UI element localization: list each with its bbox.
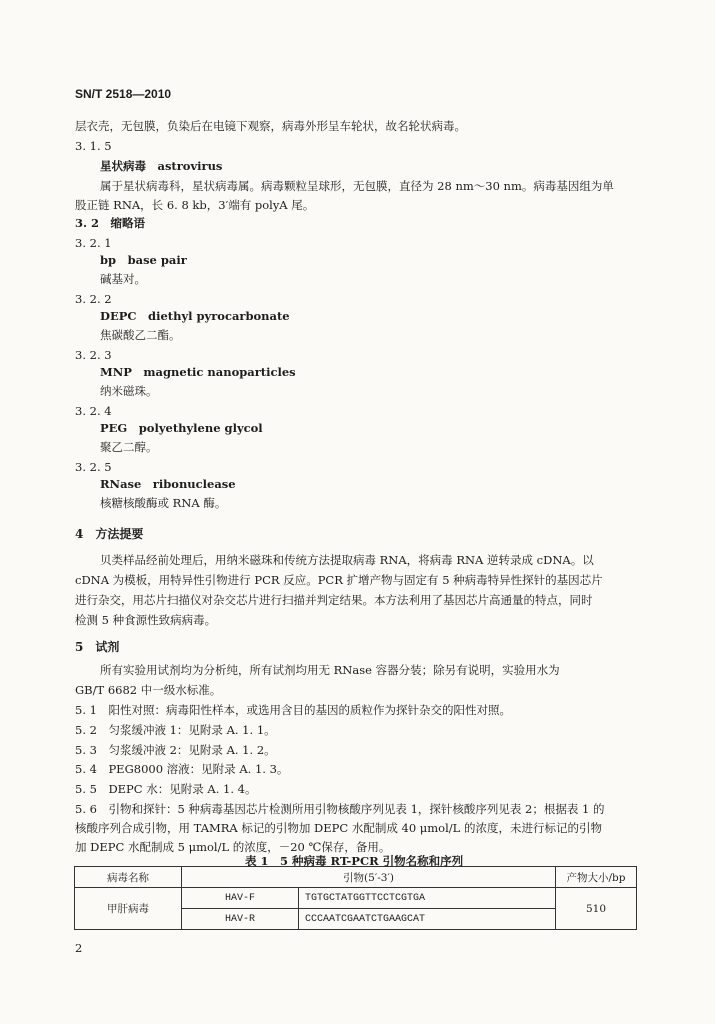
term-title: DEPC diethyl pyrocarbonate [100,309,290,323]
section-heading: 3. 2 缩略语 [75,216,146,230]
term-title: PEG polyethylene glycol [100,421,263,435]
clause-line: 5. 4 PEG8000 溶液：见附录 A. 1. 3。 [75,762,289,776]
clause-number: 3. 1. 5 [75,139,112,153]
definition-line: 碱基对。 [100,272,146,286]
clause-line: 5. 1 阳性对照：病毒阳性样本，或选用含目的基因的质粒作为探针杂交的阳性对照。 [75,703,511,717]
definition-line: 纳米磁珠。 [100,384,158,398]
header-product-size: 产物大小/bp [556,867,637,888]
definition-line: 核糖核酸酶或 RNA 酶。 [100,496,227,510]
standard-code: SN/T 2518—2010 [75,87,172,101]
clause-number: 3. 2. 2 [75,292,112,306]
clause-number: 3. 2. 3 [75,348,112,362]
table-header-row [75,867,637,888]
term-title: RNase ribonuclease [100,477,236,491]
section-heading: 5 试剂 [75,640,120,654]
term-title: MNP magnetic nanoparticles [100,365,296,379]
clause-number: 3. 2. 1 [75,236,112,250]
primer-name-cell: HAV-R [182,909,299,930]
clause-number: 3. 2. 5 [75,460,112,474]
primer-name-cell: HAV-F [182,888,299,909]
term-title: bp base pair [100,253,187,267]
table-caption: 表 1 5 种病毒 RT-PCR 引物名称和序列 [245,854,464,868]
definition-line: 聚乙二醇。 [100,440,158,454]
page-number: 2 [75,941,83,955]
product-size-cell: 510 [556,888,637,930]
section-heading: 4 方法提要 [75,527,144,541]
paragraph-line: cDNA 为模板，用特异性引物进行 PCR 反应。PCR 扩增产物与固定有 5 种病毒特异性探针的基因芯片 [75,573,603,587]
table-row [75,888,637,909]
primer-sequence-cell: CCCAATCGAATCTGAAGCAT [299,909,556,930]
paragraph-line: 所有实验用试剂均为分析纯，所有试剂均用无 RNase 容器分装；除另有说明，实验用水为 [100,663,560,677]
paragraph-line: GB/T 6682 中一级水标准。 [75,683,222,697]
paragraph-line: 层衣壳，无包膜，负染后在电镜下观察，病毒外形呈车轮状，故名轮状病毒。 [75,119,466,133]
primer-table [74,866,637,930]
definition-line: 股正链 RNA，长 6. 8 kb，3′端有 polyA 尾。 [75,198,315,212]
paragraph-line: 检测 5 种食源性致病病毒。 [75,613,217,627]
header-primer: 引物(5′-3′) [182,867,556,888]
definition-line: 焦碳酸乙二酯。 [100,328,181,342]
clause-line: 加 DEPC 水配制成 5 μmol/L 的浓度，－20 ℃保存，备用。 [75,840,391,854]
definition-line: 属于星状病毒科，星状病毒属。病毒颗粒呈球形，无包膜，直径为 28 nm～30 nm。病毒基因组为单 [100,179,614,193]
clause-number: 3. 2. 4 [75,404,112,418]
paragraph-line: 贝类样品经前处理后，用纳米磁珠和传统方法提取病毒 RNA，将病毒 RNA 逆转录成 cDNA。以 [100,553,594,567]
clause-line: 核酸序列合成引物，用 TAMRA 标记的引物加 DEPC 水配制成 40 μmol/L 的浓度，未进行标记的引物 [75,821,602,835]
header-virus-name: 病毒名称 [75,867,182,888]
clause-line: 5. 2 匀浆缓冲液 1：见附录 A. 1. 1。 [75,723,276,737]
term-title: 星状病毒 astrovirus [100,159,223,173]
virus-name-cell: 甲肝病毒 [75,888,182,930]
primer-sequence-cell: TGTGCTATGGTTCCTCGTGA [299,888,556,909]
clause-line: 5. 3 匀浆缓冲液 2：见附录 A. 1. 2。 [75,743,276,757]
clause-line: 5. 6 引物和探针：5 种病毒基因芯片检测所用引物核酸序列见表 1，探针核酸序列见表 2；根据表 1 的 [75,802,605,816]
paragraph-line: 进行杂交，用芯片扫描仪对杂交芯片进行扫描并判定结果。本方法利用了基因芯片高通量的特点，同时 [75,593,593,607]
clause-line: 5. 5 DEPC 水：见附录 A. 1. 4。 [75,782,257,796]
